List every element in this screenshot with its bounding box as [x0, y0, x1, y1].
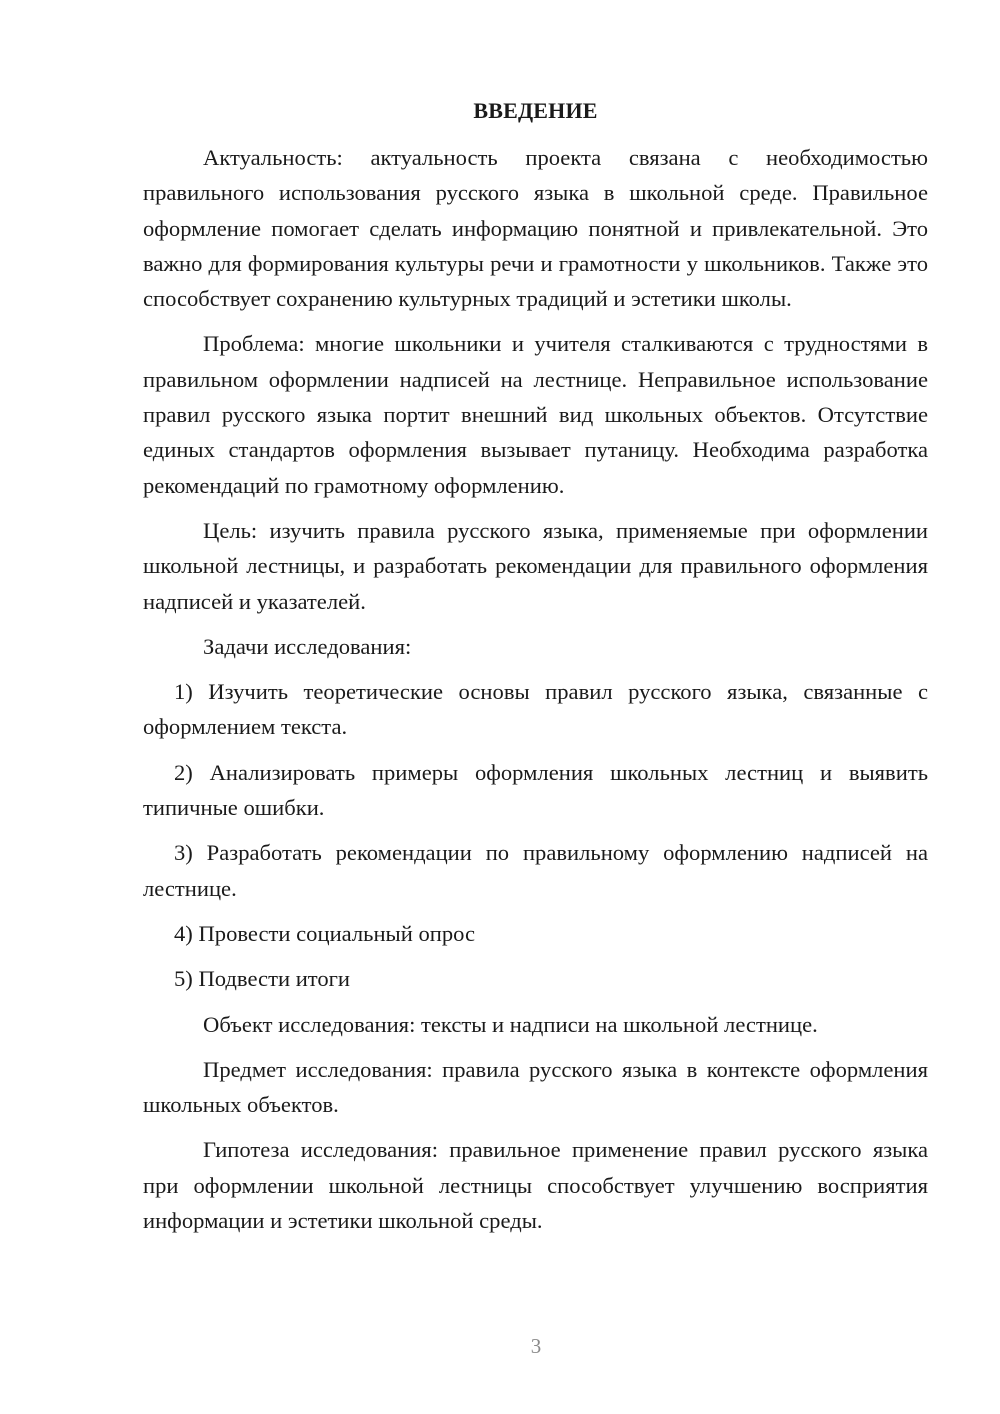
paragraph-object: Объект исследования: тексты и надписи на школьной лестнице. [203, 1011, 818, 1037]
paragraph-goal: Цель: изучить правила русского языка, применяемые при оформлении школьной лестницы, и разработать рекомендации для правильного оформления надписей и указателей. [143, 517, 928, 614]
paragraph-hypothesis: Гипотеза исследования: правильное применение правил русского языка при оформлении школьной лестницы способствует улучшению восприятия информации и эстетики школьной среды. [143, 1137, 928, 1234]
task-item-1: 1) Изучить теоретические основы правил русского языка, связанные с оформлением текста. [143, 679, 928, 740]
task-item-4: 4) Провести социальный опрос [174, 920, 476, 946]
paragraph-tasks-heading: Задачи исследования: [203, 633, 412, 659]
page-content [143, 96, 928, 1248]
section-title: ВВЕДЕНИЕ [473, 98, 598, 123]
page-number: 3 [530, 1334, 542, 1358]
paragraph-relevance: Актуальность: актуальность проекта связана с необходимостью правильного использования русского языка в школьной среде. Правильное оформление помогает сделать информацию понятной и привлекательной. Это важно для формирования культуры речи и грамотности у школьников. Также это способствует сохранению культурных традиций и эстетики школы. [143, 145, 928, 312]
task-item-2: 2) Анализировать примеры оформления школьных лестниц и выявить типичные ошибки. [143, 759, 928, 821]
task-item-5: 5) Подвести итоги [174, 966, 351, 992]
paragraph-problem: Проблема: многие школьники и учителя сталкиваются с трудностями в правильном оформлении надписей на лестнице. Неправильное использование правил русского языка портит внешний вид школьных объектов. Отсутствие единых стандартов оформления вызывает путаницу. Необходима разработка рекомендаций по грамотному оформлению. [143, 331, 928, 498]
task-item-3: 3) Разработать рекомендации по правильному оформлению надписей на лестнице. [143, 840, 928, 901]
paragraph-subject: Предмет исследования: правила русского языка в контексте оформления школьных объектов. [143, 1056, 928, 1118]
